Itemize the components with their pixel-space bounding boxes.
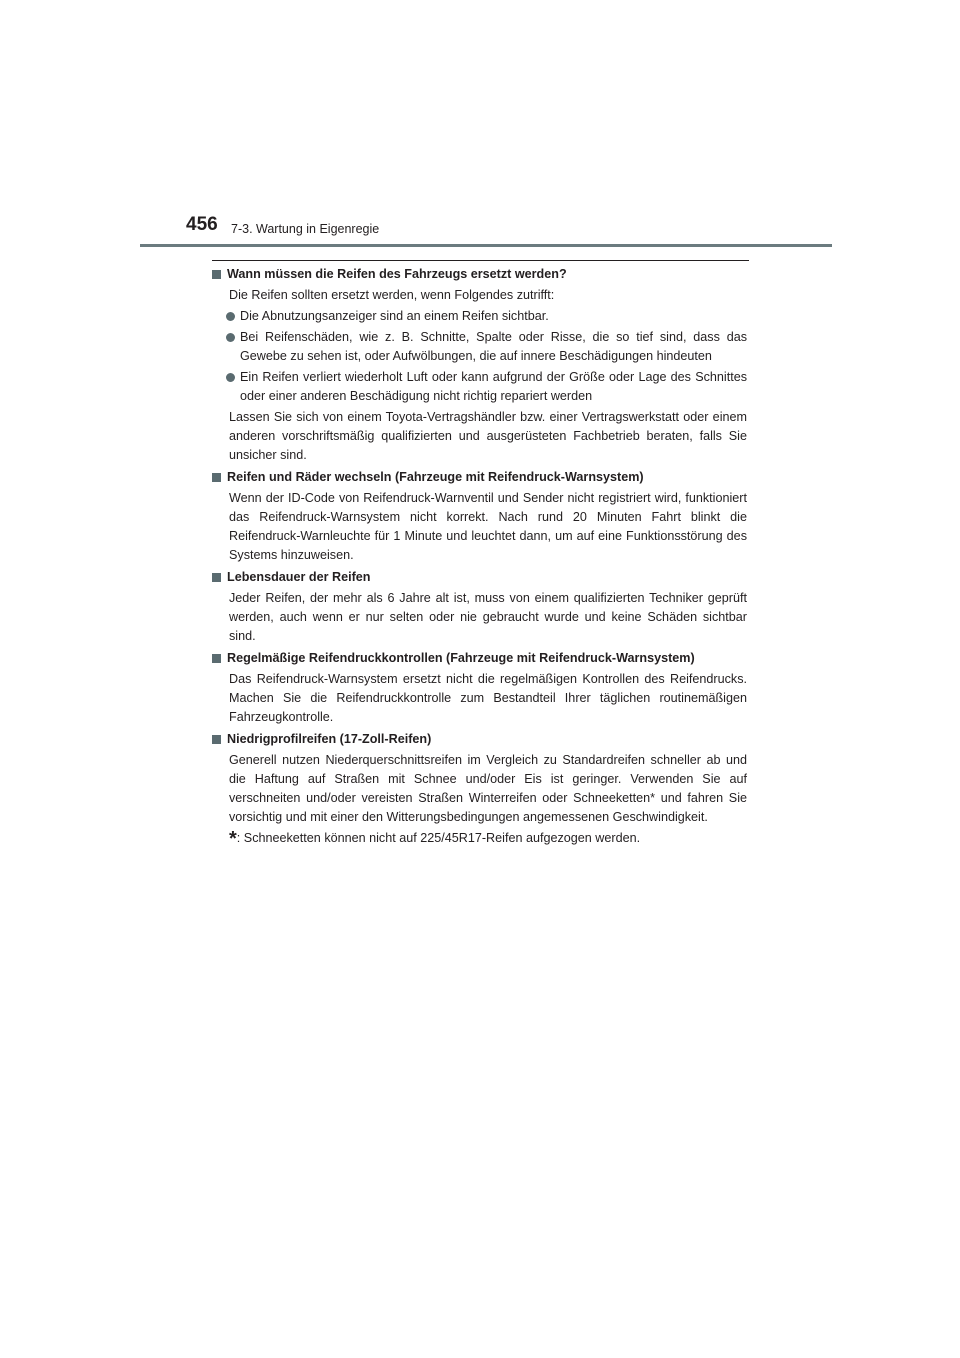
- paragraph: Wenn der ID-Code von Reifendruck-Warnventil und Sender nicht registriert wird, funktioniert das Reifendruck-Warnsystem nicht korrekt. Nach rund 20 Minuten Fahrt blinkt die Reifendruck-Warnleuchte für 1 Minute und leuchtet dann, um auf eine Funktionsstörung des Systems hinzuweisen.: [229, 491, 747, 562]
- paragraph: Generell nutzen Niederquerschnittsreifen im Vergleich zu Standardreifen schneller ab und die Haftung auf Straßen mit Schnee und/oder Eis ist geringer. Verwenden Sie auf verschneiten und/oder vereisten Straßen Winterreifen oder Schneeketten* und fahren Sie vorsichtig und mit einer den Witterungsbedingungen angemessenen Geschwindigkeit.: [229, 753, 747, 824]
- paragraph: Jeder Reifen, der mehr als 6 Jahre alt ist, muss von einem qualifizierten Techniker geprüft werden, auch wenn er nur selten oder nie gebraucht wurde und keine Schäden sichtbar sind.: [229, 591, 747, 643]
- round-bullet-icon: [226, 373, 235, 382]
- heading-text: Niedrigprofilreifen (17-Zoll-Reifen): [227, 732, 432, 746]
- section-heading: [212, 265, 747, 284]
- round-bullet-icon: [226, 333, 235, 342]
- header-divider: [140, 244, 832, 247]
- list-item-text: Die Abnutzungsanzeiger sind an einem Reifen sichtbar.: [240, 309, 549, 323]
- section-heading: [212, 649, 747, 668]
- footnote-text: : Schneeketten können nicht auf 225/45R17-Reifen aufgezogen werden.: [236, 831, 641, 845]
- heading-text: Lebensdauer der Reifen: [227, 570, 371, 584]
- page-number: 456: [186, 214, 218, 235]
- heading-text: Reifen und Räder wechseln (Fahrzeuge mit Reifendruck-Warnsystem): [227, 470, 644, 484]
- list-item: [212, 328, 747, 366]
- heading-text: Wann müssen die Reifen des Fahrzeugs ersetzt werden?: [227, 267, 567, 281]
- page-content: [212, 264, 747, 849]
- section-heading: [212, 730, 747, 749]
- list-item: [212, 368, 747, 406]
- paragraph: Das Reifendruck-Warnsystem ersetzt nicht die regelmäßigen Kontrollen des Reifendrucks. Machen Sie die Reifendruckkontrolle zum Bestandteil Ihrer täglichen routinemäßigen Fahrzeugkontrolle.: [229, 672, 747, 724]
- section-heading: [212, 568, 747, 587]
- round-bullet-icon: [226, 312, 235, 321]
- square-bullet-icon: [212, 473, 221, 482]
- square-bullet-icon: [212, 654, 221, 663]
- square-bullet-icon: [212, 735, 221, 744]
- paragraph: Lassen Sie sich von einem Toyota-Vertragshändler bzw. einer Vertragswerkstatt oder einem anderen vorschriftsmäßig qualifizierten und ausgerüsteten Fachbetrieb beraten, falls Sie unsicher sind.: [229, 410, 747, 462]
- footnote: [212, 829, 747, 849]
- section-title: 7-3. Wartung in Eigenregie: [231, 222, 380, 236]
- list-item-text: Ein Reifen verliert wiederholt Luft oder kann aufgrund der Größe oder Lage des Schnittes oder einer anderen Beschädigung nicht richtig repariert werden: [240, 370, 747, 403]
- list-item-text: Bei Reifenschäden, wie z. B. Schnitte, Spalte oder Risse, die so tief sind, dass das Gewebe zu sehen ist, oder Aufwölbungen, die auf innere Beschädigungen hindeuten: [240, 330, 747, 363]
- paragraph: Die Reifen sollten ersetzt werden, wenn Folgendes zutrifft:: [229, 288, 555, 302]
- square-bullet-icon: [212, 270, 221, 279]
- list-item: [212, 307, 747, 326]
- square-bullet-icon: [212, 573, 221, 582]
- section-heading: [212, 468, 747, 487]
- footnote-marker: *: [229, 828, 237, 850]
- heading-text: Regelmäßige Reifendruckkontrollen (Fahrzeuge mit Reifendruck-Warnsystem): [227, 651, 695, 665]
- content-divider: [212, 260, 749, 261]
